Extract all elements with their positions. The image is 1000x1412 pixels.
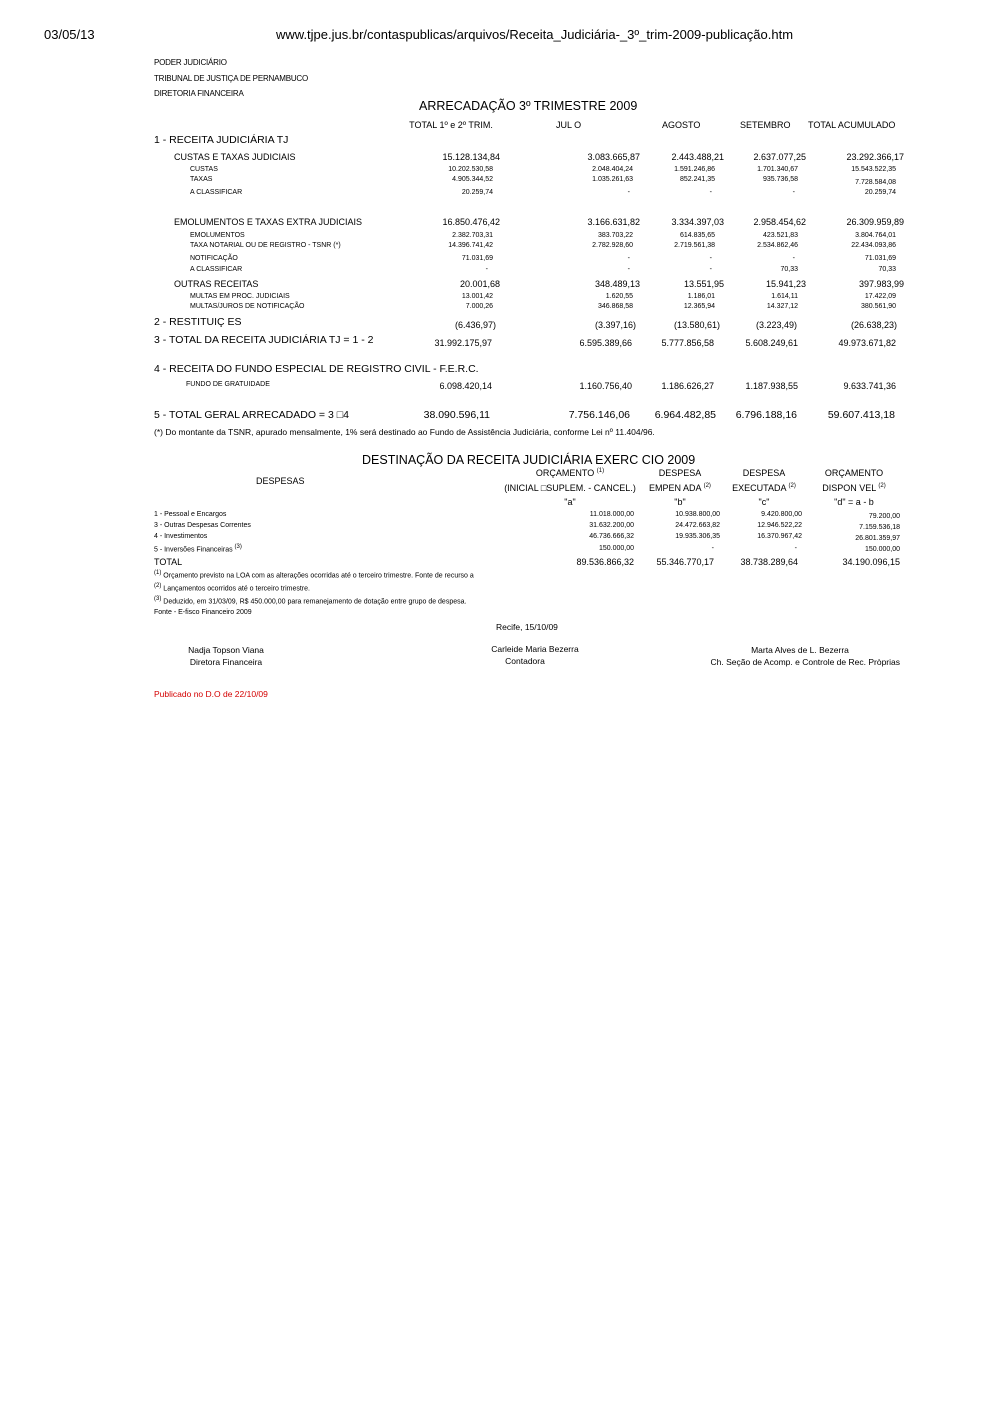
item-value: 22.434.093,86 — [851, 242, 896, 249]
despesa-value: 79.200,00 — [868, 513, 900, 520]
item-value: 423.521,83 — [762, 232, 798, 239]
item-value: 20.259,74 — [864, 189, 896, 196]
despesa-total-value: 38.738.289,64 — [740, 557, 798, 567]
fundo-value: 1.160.756,40 — [579, 381, 632, 391]
section-5-title: 5 - TOTAL GERAL ARRECADADO = 3 □4 — [154, 409, 349, 421]
item-label: MULTAS/JUROS DE NOTIFICAÇÃO — [190, 303, 305, 310]
item-value: - — [709, 266, 712, 273]
total-geral-value: 7.756.146,06 — [568, 409, 630, 421]
section-2-title: 2 - RESTITUIÇ ES — [154, 316, 242, 328]
fundo-value: 9.633.741,36 — [843, 381, 896, 391]
published-note: Publicado no D.O de 22/10/09 — [154, 689, 268, 699]
despesa-total-value: 89.536.866,32 — [576, 557, 634, 567]
item-value: 614.835,65 — [679, 232, 715, 239]
custas-value: 15.128.134,84 — [442, 152, 500, 162]
item-value: 2.782.928,60 — [592, 242, 633, 249]
despesa-value: 16.370.967,42 — [757, 533, 802, 540]
restituicoes-value: (26.638,23) — [850, 320, 897, 330]
signature-1-name: Nadja Topson Viana — [188, 645, 264, 655]
place-date: Recife, 15/10/09 — [496, 622, 558, 632]
despesa-row-label: 3 - Outras Despesas Correntes — [154, 522, 251, 529]
item-value: 383.703,22 — [597, 232, 633, 239]
despesa-value: 26.801.359,97 — [855, 535, 900, 542]
item-label: CUSTAS — [190, 166, 218, 173]
item-value: 14.327,12 — [766, 303, 798, 310]
destinacao-title: DESTINAÇÃO DA RECEITA JUDICIÁRIA EXERC CIO 2009 — [362, 453, 696, 467]
item-label: TAXAS — [190, 176, 213, 183]
section-3-title: 3 - TOTAL DA RECEITA JUDICIÁRIA TJ = 1 - 2 — [154, 334, 374, 346]
total-tj-value: 5.608.249,61 — [745, 338, 798, 348]
despesa-total-value: 55.346.770,17 — [656, 557, 714, 567]
item-value: 7.728.584,08 — [855, 179, 896, 186]
despesa-total-label: TOTAL — [154, 557, 183, 567]
despesa-value: 12.946.522,22 — [757, 522, 802, 529]
item-value: 1.620,55 — [605, 293, 633, 300]
outras-value: 397.983,99 — [858, 279, 904, 289]
col-header-4: SETEMBRO — [740, 120, 791, 130]
org-line-3: DIRETORIA FINANCEIRA — [154, 89, 244, 98]
page-url: www.tjpe.jus.br/contaspublicas/arquivos/Receita_Judiciária-_3º_trim-2009-publicação.htm — [276, 27, 794, 42]
fundo-value: 1.186.626,27 — [661, 381, 714, 391]
item-label: NOTIFICAÇÃO — [190, 255, 238, 262]
footnote-3: $^{(3)}$ Deduzido, em 31/03/09, R$ 450.000,00 para remanejamento de dotação entre grupo de despesa. — [154, 596, 467, 606]
item-label: MULTAS EM PROC. JUDICIAIS — [190, 293, 290, 300]
col-header-3: AGOSTO — [662, 120, 701, 130]
item-value: - — [627, 266, 630, 273]
disponivel-header: ORÇAMENTO — [824, 468, 884, 478]
restituicoes-value: (6.436,97) — [454, 320, 496, 330]
item-value: 935.736,58 — [762, 176, 798, 183]
total-geral-value: 59.607.413,18 — [827, 409, 895, 421]
custas-value: 23.292.366,17 — [846, 152, 904, 162]
emol-value: 2.958.454,62 — [753, 217, 806, 227]
outras-label: OUTRAS RECEITAS — [174, 279, 259, 289]
fundo-label: FUNDO DE GRATUIDADE — [186, 381, 270, 388]
despesas-header: DESPESAS — [256, 476, 305, 486]
item-label: A CLASSIFICAR — [190, 189, 243, 196]
empenhada-subheader: EMPEN ADA $^{(2)}$ — [649, 483, 711, 493]
item-value: - — [709, 255, 712, 262]
despesa-value: 10.938.800,00 — [675, 511, 720, 518]
despesa-value: 24.472.663,82 — [675, 522, 720, 529]
signature-3-role: Ch. Seção de Acomp. e Controle de Rec. Pròprias — [710, 657, 900, 667]
item-value: 20.259,74 — [461, 189, 493, 196]
signature-1-role: Diretora Financeira — [189, 657, 263, 667]
empenhada-header: DESPESA — [658, 468, 702, 478]
item-value: 1.701.340,67 — [757, 166, 798, 173]
item-value: 12.365,94 — [683, 303, 715, 310]
item-label: EMOLUMENTOS — [190, 232, 245, 239]
col-header-5: TOTAL ACUMULADO — [808, 120, 896, 130]
item-value: 852.241,35 — [679, 176, 715, 183]
orcamento-header: ORÇAMENTO $^{(1)}$ — [535, 468, 605, 478]
item-value: 4.905.344,52 — [452, 176, 493, 183]
total-geral-value: 6.964.482,85 — [654, 409, 716, 421]
fonte: Fonte - E-fisco Financeiro 2009 — [154, 609, 252, 616]
emol-label: EMOLUMENTOS E TAXAS EXTRA JUDICIAIS — [174, 217, 363, 227]
restituicoes-value: (3.223,49) — [755, 320, 797, 330]
orcamento-subheader: (INICIAL □SUPLEM. - CANCEL.) — [504, 483, 636, 493]
total-tj-value: 49.973.671,82 — [838, 338, 896, 348]
despesa-value: 150.000,00 — [598, 545, 634, 552]
item-value: - — [627, 189, 630, 196]
item-value: 17.422,09 — [864, 293, 896, 300]
total-geral-value: 38.090.596,11 — [423, 409, 490, 421]
item-label: TAXA NOTARIAL OU DE REGISTRO - TSNR (*) — [190, 242, 341, 249]
despesa-value: - — [794, 545, 797, 552]
item-value: - — [485, 266, 488, 273]
restituicoes-value: (13.580,61) — [673, 320, 720, 330]
col-c-label: "c" — [758, 497, 770, 507]
item-value: 346.868,58 — [597, 303, 633, 310]
signature-3-name: Marta Alves de L. Bezerra — [751, 645, 849, 655]
item-value: 13.001,42 — [461, 293, 493, 300]
despesa-row-label: 5 - Inversões Financeiras $^{(3)}$ — [154, 544, 242, 554]
despesa-value: 7.159.536,18 — [859, 524, 900, 531]
item-value: 7.000,26 — [465, 303, 493, 310]
fundo-value: 1.187.938,55 — [745, 381, 798, 391]
item-value: 1.186,01 — [687, 293, 715, 300]
item-value: 71.031,69 — [864, 255, 896, 262]
disponivel-subheader: DISPON VEL $^{(2)}$ — [822, 483, 886, 493]
total-tj-value: 5.777.856,58 — [661, 338, 714, 348]
item-value: - — [792, 255, 795, 262]
despesa-value: 31.632.200,00 — [589, 522, 634, 529]
item-value: - — [709, 189, 712, 196]
custas-value: 2.443.488,21 — [671, 152, 724, 162]
executada-subheader: EXECUTADA $^{(2)}$ — [732, 483, 796, 493]
item-value: 2.382.703,31 — [452, 232, 493, 239]
despesa-value: 46.736.666,32 — [589, 533, 634, 540]
total-tj-value: 31.992.175,97 — [434, 338, 492, 348]
item-value: 10.202.530,58 — [448, 166, 493, 173]
custas-value: 3.083.665,87 — [587, 152, 640, 162]
item-value: 70,33 — [878, 266, 896, 273]
col-header-2: JUL O — [556, 120, 582, 130]
item-value: 1.591.246,86 — [674, 166, 715, 173]
outras-value: 20.001,68 — [459, 279, 500, 289]
executada-header: DESPESA — [742, 468, 786, 478]
item-value: 2.719.561,38 — [674, 242, 715, 249]
section-4-title: 4 - RECEITA DO FUNDO ESPECIAL DE REGISTRO CIVIL - F.E.R.C. — [154, 363, 479, 375]
item-value: 70,33 — [780, 266, 798, 273]
item-value: 71.031,69 — [461, 255, 493, 262]
despesa-value: - — [711, 545, 714, 552]
section-1-title: 1 - RECEITA JUDICIÁRIA TJ — [154, 134, 289, 146]
emol-value: 16.850.476,42 — [442, 217, 500, 227]
col-a-label: "a" — [564, 497, 576, 507]
despesa-value: 11.018.000,00 — [589, 511, 634, 518]
outras-value: 348.489,13 — [594, 279, 640, 289]
tsnr-note: (*) Do montante da TSNR, apurado mensalmente, 1% será destinado ao Fundo de Assistência Judiciária, conforme Lei nº 11.404/96. — [154, 427, 655, 437]
org-line-1: PODER JUDICIÁRIO — [154, 58, 227, 67]
emol-value: 3.166.631,82 — [587, 217, 640, 227]
org-line-2: TRIBUNAL DE JUSTIÇA DE PERNAMBUCO — [154, 74, 309, 83]
item-value: - — [627, 255, 630, 262]
item-value: - — [792, 189, 795, 196]
total-geral-value: 6.796.188,16 — [735, 409, 797, 421]
despesa-row-label: 4 - Investimentos — [154, 533, 208, 540]
despesa-value: 150.000,00 — [864, 546, 900, 553]
item-value: 3.804.764,01 — [855, 232, 896, 239]
outras-value: 13.551,95 — [683, 279, 724, 289]
despesa-value: 19.935.306,35 — [675, 533, 720, 540]
item-value: 1.614,11 — [771, 293, 798, 300]
custas-label: CUSTAS E TAXAS JUDICIAIS — [174, 152, 296, 162]
col-d-label: "d" = a - b — [834, 497, 874, 507]
item-label: A CLASSIFICAR — [190, 266, 243, 273]
item-value: 2.048.404,24 — [592, 166, 633, 173]
emol-value: 26.309.959,89 — [846, 217, 904, 227]
print-date: 03/05/13 — [44, 27, 95, 42]
fundo-value: 6.098.420,14 — [439, 381, 492, 391]
col-b-label: "b" — [674, 497, 686, 507]
item-value: 380.561,90 — [860, 303, 896, 310]
item-value: 1.035.261,63 — [592, 176, 633, 183]
item-value: 2.534.862,46 — [757, 242, 798, 249]
col-header-1: TOTAL 1º e 2º TRIM. — [409, 120, 493, 130]
outras-value: 15.941,23 — [765, 279, 806, 289]
item-value: 15.543.522,35 — [851, 166, 896, 173]
custas-value: 2.637.077,25 — [753, 152, 806, 162]
arrecadacao-title: ARRECADAÇÃO 3º TRIMESTRE 2009 — [419, 99, 638, 113]
footnote-2: $^{(2)}$ Lançamentos ocorridos até o terceiro trimestre. — [154, 583, 310, 593]
despesa-value: 9.420.800,00 — [761, 511, 802, 518]
signature-2-role: Contadora — [505, 656, 545, 666]
emol-value: 3.334.397,03 — [671, 217, 724, 227]
footnote-1: $^{(1)}$ Orçamento previsto na LOA com as alterações ocorridas até o terceiro trimestre. Fonte de recurso a — [154, 570, 474, 580]
despesa-total-value: 34.190.096,15 — [842, 557, 900, 567]
item-value: 14.396.741,42 — [448, 242, 493, 249]
signature-2-name: Carleide Maria Bezerra — [491, 644, 579, 654]
total-tj-value: 6.595.389,66 — [579, 338, 632, 348]
despesa-row-label: 1 - Pessoal e Encargos — [154, 511, 227, 518]
restituicoes-value: (3.397,16) — [594, 320, 636, 330]
